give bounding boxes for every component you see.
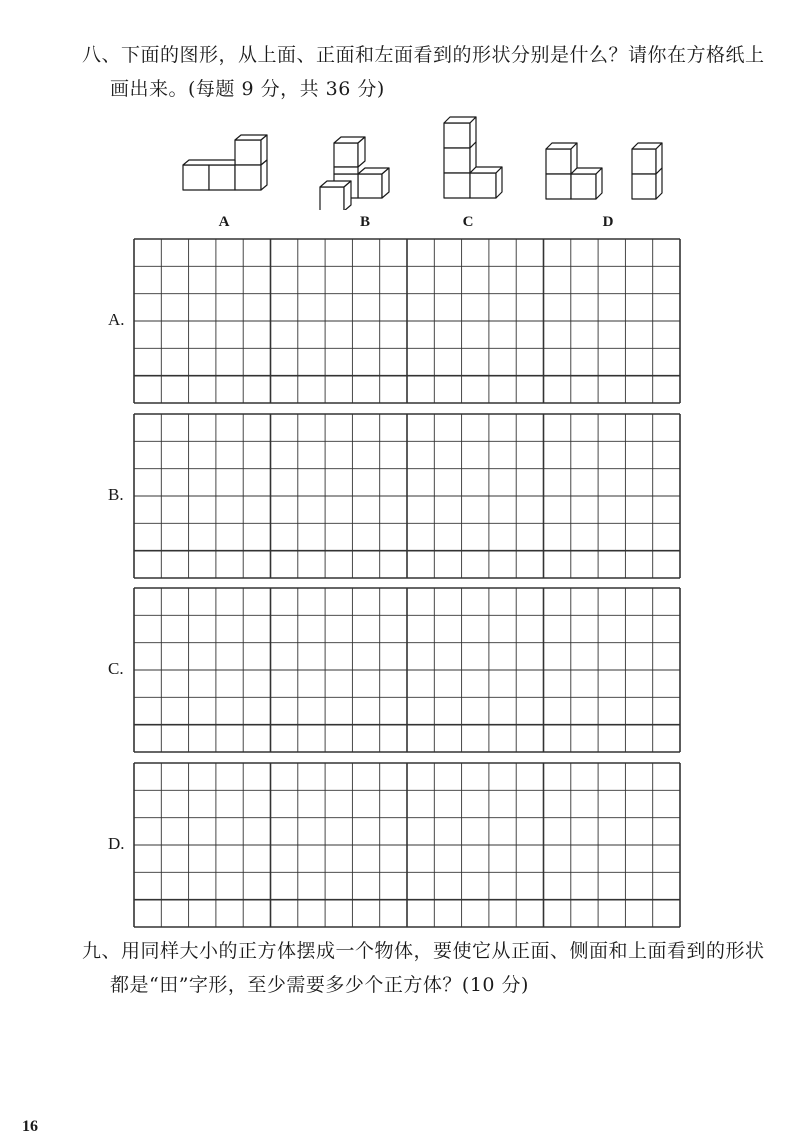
figure-label-a: A [218, 214, 230, 230]
grid-c-paper[interactable] [133, 587, 681, 753]
grid-label-b: B. [108, 485, 124, 504]
figure-c [444, 117, 502, 198]
figure-d-part-1 [546, 143, 602, 199]
grid-d-paper[interactable] [133, 762, 681, 928]
figure-b [320, 137, 389, 210]
figure-a [183, 135, 267, 190]
page-number: 16 [22, 1118, 38, 1135]
figure-label-b: B [359, 214, 370, 230]
grid-label-c: C. [108, 659, 124, 678]
question-9-line-1: 九、用同样大小的正方体摆成一个物体，要使它从正面、侧面和上面看到的形状 [82, 940, 765, 962]
grid-label-d: D. [108, 834, 125, 853]
figure-label-d: D [602, 214, 614, 230]
figure-d-part-2 [632, 143, 662, 199]
figure-label-c: C [462, 214, 474, 230]
question-9 [82, 934, 772, 1002]
cube-figures [0, 110, 800, 240]
grid-b-paper[interactable] [133, 413, 681, 579]
grid-a-paper[interactable] [133, 238, 681, 404]
grid-label-a: A. [108, 310, 125, 329]
question-8-line-1: 八、下面的图形，从上面、正面和左面看到的形状分别是什么？请你在方格纸上 [82, 44, 765, 66]
question-8 [82, 38, 772, 106]
cube-figures-drawing [0, 110, 800, 210]
question-9-line-2: 都是“田”字形，至少需要多少个正方体？(10 分) [110, 974, 529, 996]
question-8-line-2: 画出来。(每题 9 分，共 36 分) [110, 78, 385, 100]
